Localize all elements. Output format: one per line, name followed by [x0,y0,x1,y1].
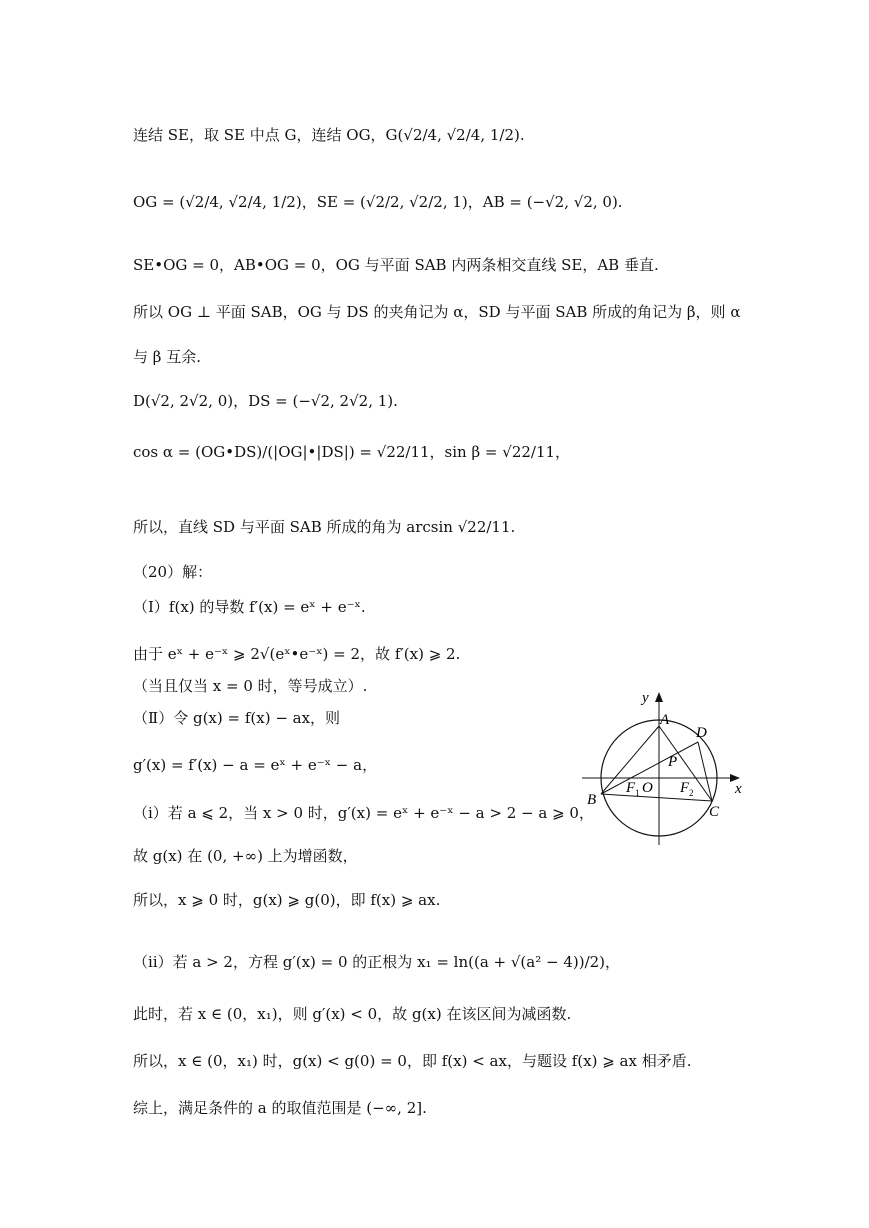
line-2: OG = (√2/4, √2/4, 1/2)，SE = (√2/2, √2/2, 1)，AB = (−√2, √2, 0). [133,193,623,211]
line-3: SE•OG = 0，AB•OG = 0，OG 与平面 SAB 内两条相交直线 SE，AB 垂直. [133,256,659,274]
line-6: D(√2, 2√2, 0)，DS = (−√2, 2√2, 1). [133,392,398,410]
line-8: 所以，直线 SD 与平面 SAB 所成的角为 arcsin √22/11. [133,518,516,536]
line-13: （Ⅱ）令 g(x) = f(x) − ax，则 [133,709,341,727]
y-axis-arrow-icon [655,692,663,702]
segment-BC [601,794,712,801]
line-7: cos α = (OG•DS)/(|OG|•|DS|) = √22/11，sin β = √22/11， [133,443,571,461]
label-B: B [587,792,597,808]
label-F1: F [626,780,636,796]
label-P: P [668,754,678,770]
line-16: 故 g(x) 在 (0, +∞) 上为增函数， [133,847,358,865]
label-F2-sub: 2 [689,788,694,798]
line-18: （ⅱ）若 a > 2，方程 g′(x) = 0 的正根为 x₁ = ln((a + √(a² − 4))/2)， [133,953,621,971]
line-9: （20）解： [133,563,213,581]
label-D: D [696,725,707,741]
ellipse-figure [570,680,770,855]
line-19: 此时，若 x ∈ (0，x₁)，则 g′(x) < 0，故 g(x) 在该区间为减函数. [133,1005,572,1023]
line-5: 与 β 互余. [133,348,201,366]
label-F2: F [680,780,690,796]
line-21: 综上，满足条件的 a 的取值范围是 (−∞, 2]. [133,1099,427,1117]
line-17: 所以，x ⩾ 0 时，g(x) ⩾ g(0)，即 f(x) ⩾ ax. [133,891,441,909]
line-12: （当且仅当 x = 0 时，等号成立）. [133,677,368,695]
label-O: O [642,780,653,796]
line-4: 所以 OG ⊥ 平面 SAB，OG 与 DS 的夹角记为 α，SD 与平面 SAB 所成的角记为 β，则 α [133,303,741,321]
label-C: C [709,804,720,820]
label-x: x [735,781,742,797]
line-11: 由于 eˣ + e⁻ˣ ⩾ 2√(eˣ•e⁻ˣ) = 2，故 f′(x) ⩾ 2. [133,645,461,663]
line-10: （Ⅰ）f(x) 的导数 f′(x) = eˣ + e⁻ˣ. [133,598,366,616]
line-20: 所以，x ∈ (0，x₁) 时，g(x) < g(0) = 0，即 f(x) < ax，与题设 f(x) ⩾ ax 相矛盾. [133,1052,692,1070]
label-F1-sub: 1 [635,788,640,798]
line-14: g′(x) = f′(x) − a = eˣ + e⁻ˣ − a， [133,756,378,774]
line-15: （ⅰ）若 a ⩽ 2，当 x > 0 时，g′(x) = eˣ + e⁻ˣ − a > 2 − a ⩾ 0， [133,804,594,822]
label-A: A [660,712,670,728]
line-1: 连结 SE，取 SE 中点 G，连结 OG，G(√2/4, √2/4, 1/2). [133,126,525,144]
label-y: y [642,690,649,706]
